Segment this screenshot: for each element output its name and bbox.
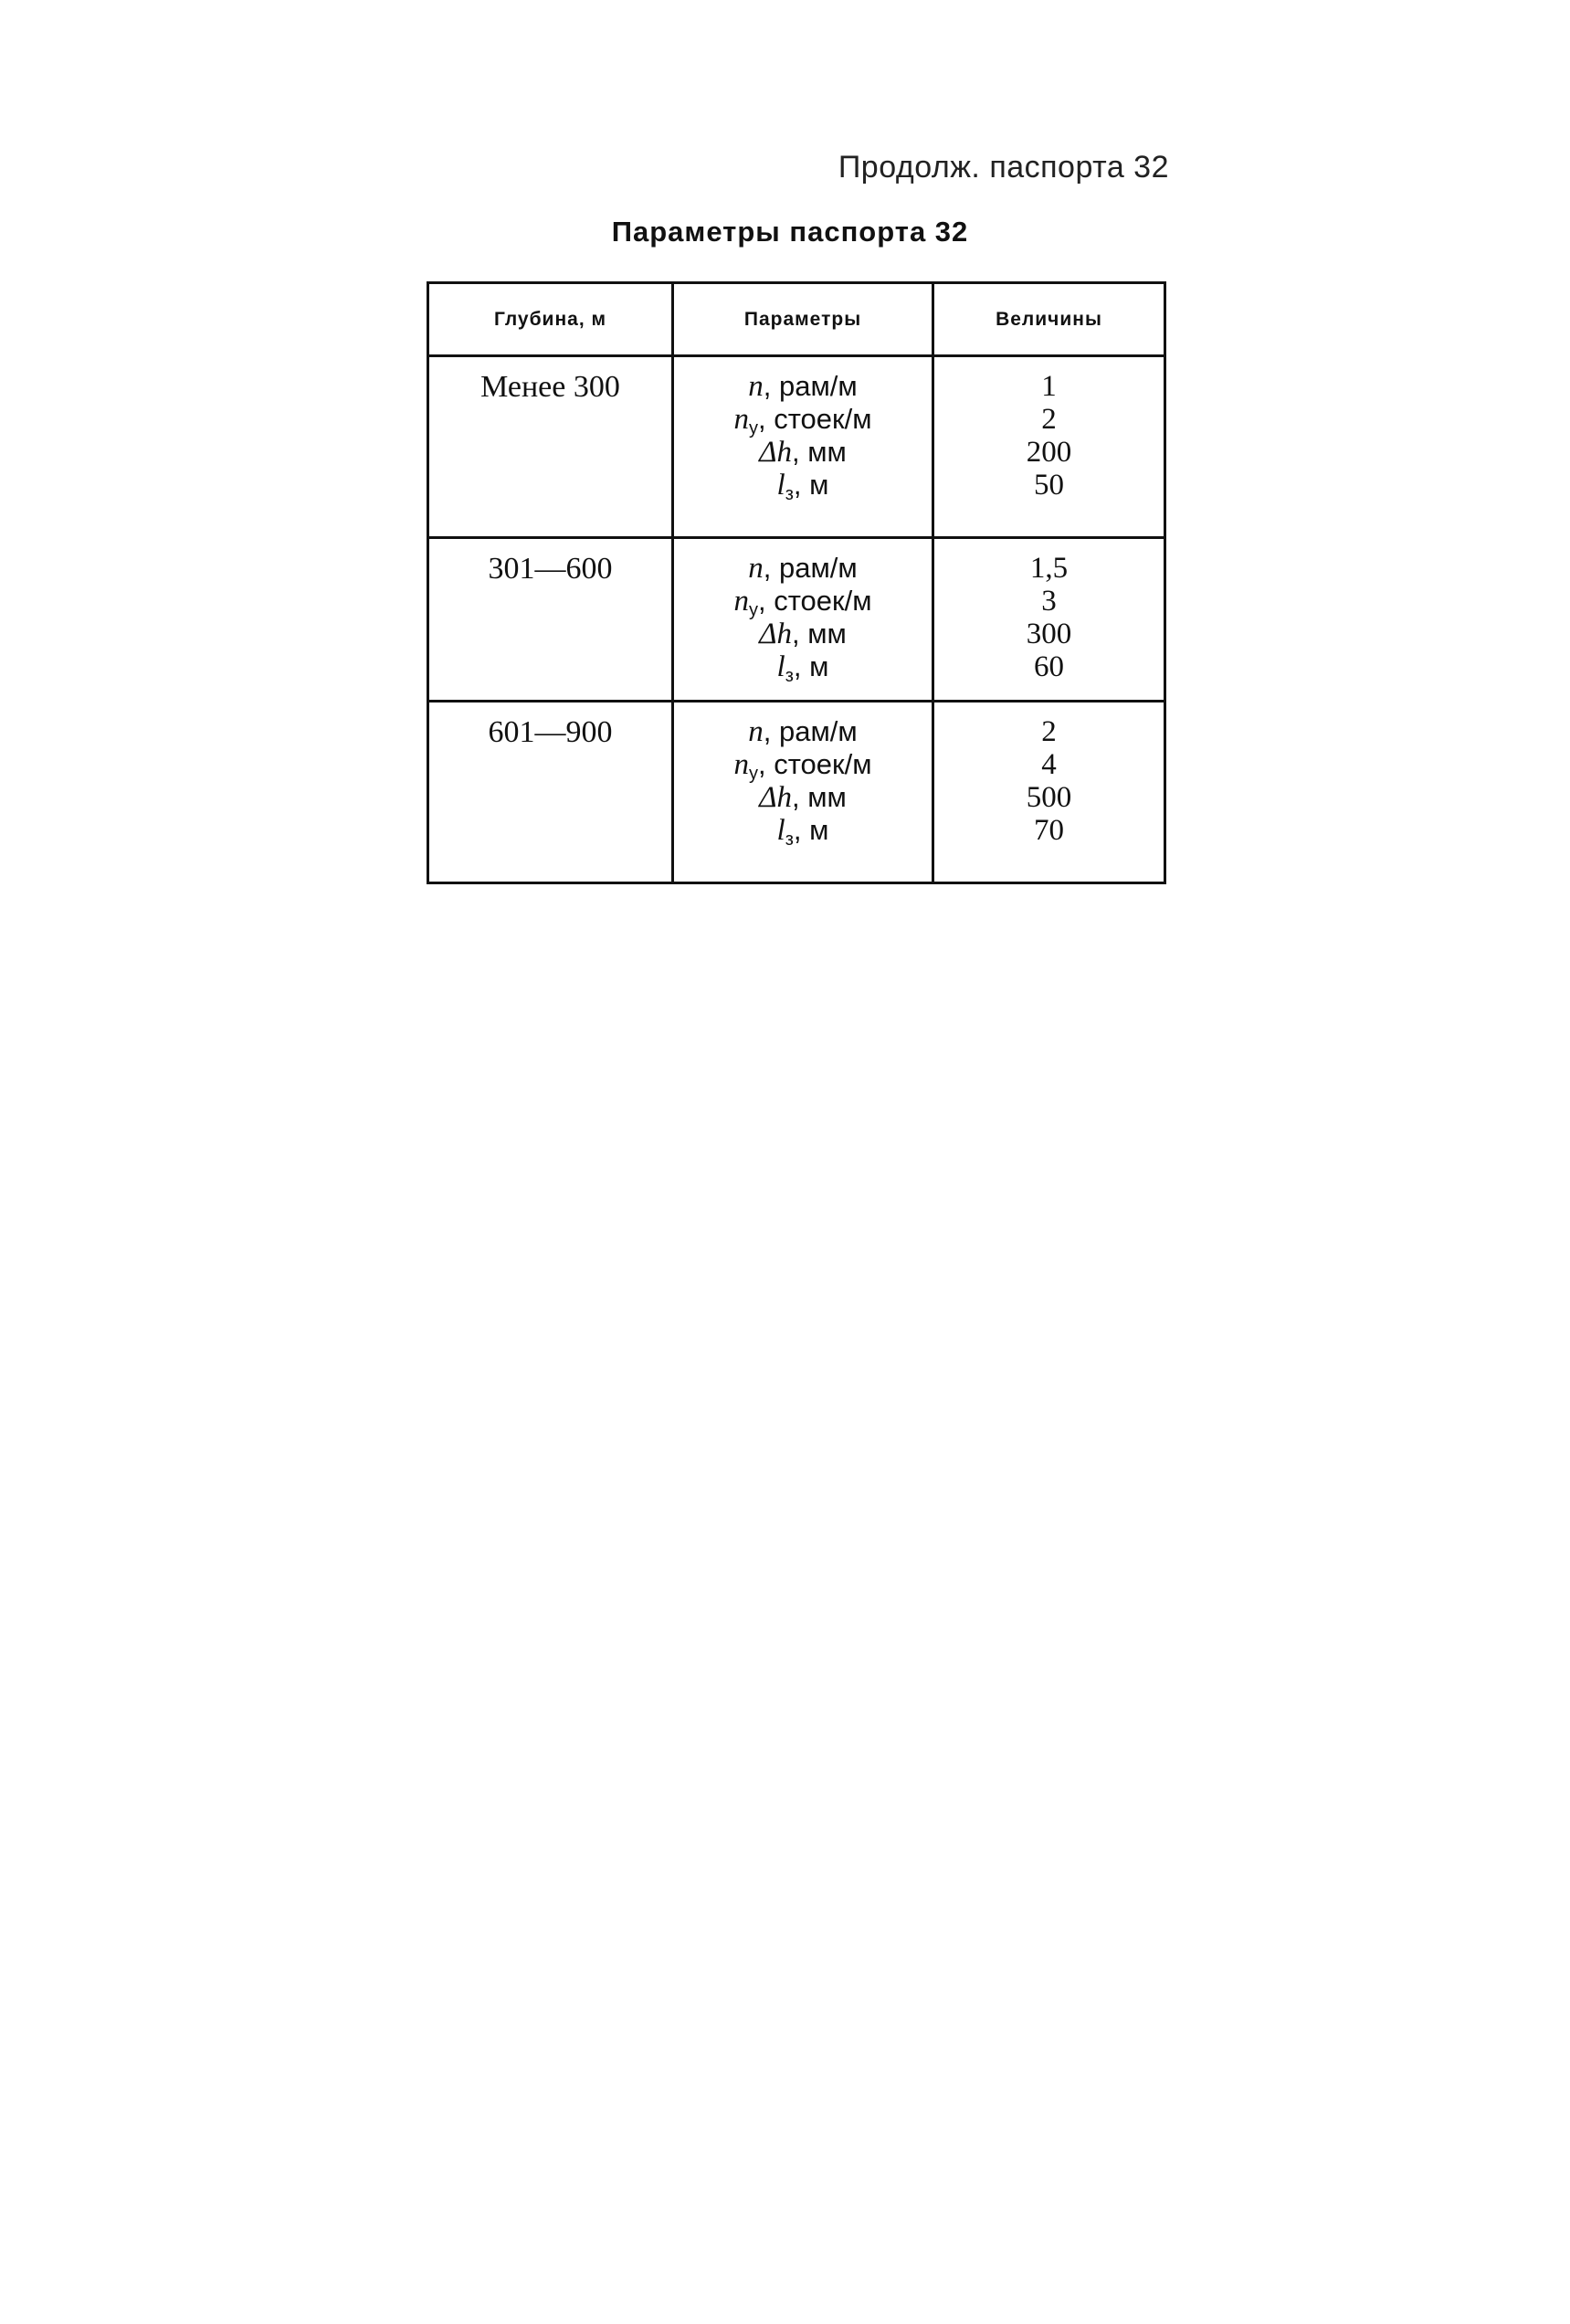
values-cell	[933, 356, 1165, 538]
parameter-label	[674, 370, 932, 403]
table-row	[428, 538, 1165, 702]
parameter-value: 2	[1041, 715, 1057, 748]
parameter-unit: , мм	[792, 781, 847, 813]
parameter-value: 200	[1026, 436, 1072, 469]
parameter-symbol: Δh	[759, 618, 792, 650]
parameter-label	[674, 650, 932, 686]
parameter-subscript: у	[748, 418, 758, 438]
parameter-value: 500	[1026, 781, 1072, 814]
parameter-value: 70	[1034, 814, 1064, 847]
table-header-row	[428, 283, 1165, 356]
parameter-label	[674, 436, 932, 469]
parameter-symbol: n	[733, 403, 749, 436]
table-title: Параметры паспорта 32	[611, 216, 969, 248]
parameters-table	[427, 281, 1166, 884]
depth-range: 301—600	[488, 552, 613, 586]
parameter-unit: , мм	[792, 618, 847, 650]
parameter-subscript: у	[748, 764, 758, 784]
parameter-label	[674, 552, 932, 585]
parameter-value: 300	[1026, 618, 1072, 650]
parameter-unit: , рам/м	[763, 370, 858, 402]
parameter-unit: , стоек/м	[757, 748, 872, 780]
parameter-value: 60	[1034, 650, 1064, 683]
table-row	[428, 702, 1165, 883]
parameters-cell	[673, 356, 933, 538]
parameter-unit: , м	[793, 650, 829, 682]
parameter-symbol: n	[748, 370, 764, 403]
parameter-value: 50	[1034, 469, 1064, 502]
running-head: Продолж. паспорта 32	[838, 150, 1169, 185]
parameter-label	[674, 748, 932, 784]
parameters-cell	[673, 702, 933, 883]
depth-range: Менее 300	[480, 370, 620, 404]
parameter-label	[674, 715, 932, 748]
parameter-unit: , мм	[792, 436, 847, 468]
parameter-unit: , стоек/м	[757, 585, 872, 617]
parameter-unit: , м	[793, 469, 829, 501]
parameter-unit: , рам/м	[763, 552, 858, 584]
parameter-symbol: l	[776, 814, 785, 847]
parameter-symbol: Δh	[759, 436, 792, 469]
depth-cell	[428, 538, 673, 702]
parameter-symbol: Δh	[759, 781, 792, 814]
parameter-subscript: у	[748, 600, 758, 620]
depth-range: 601—900	[488, 715, 613, 749]
parameter-subscript: з	[785, 484, 794, 504]
parameter-symbol: n	[733, 585, 749, 618]
parameter-symbol: n	[748, 715, 764, 748]
parameter-value: 3	[1041, 585, 1057, 618]
depth-cell	[428, 702, 673, 883]
parameter-label	[674, 585, 932, 618]
column-header-depth: Глубина, м	[428, 283, 673, 356]
parameter-unit: , стоек/м	[757, 403, 872, 435]
parameter-value: 1	[1041, 370, 1057, 403]
column-header-values: Величины	[933, 283, 1165, 356]
parameters-cell	[673, 538, 933, 702]
parameter-symbol: n	[748, 552, 764, 585]
values-cell	[933, 538, 1165, 702]
parameter-label	[674, 469, 932, 502]
parameter-subscript: з	[785, 829, 794, 850]
values-cell	[933, 702, 1165, 883]
parameter-value: 4	[1041, 748, 1057, 781]
parameter-subscript: з	[785, 666, 794, 686]
parameter-value: 1,5	[1029, 552, 1069, 585]
parameter-unit: , рам/м	[763, 715, 858, 747]
table-row	[428, 356, 1165, 538]
parameter-label	[674, 781, 932, 814]
parameter-symbol: n	[733, 748, 749, 781]
parameter-label	[674, 814, 932, 850]
parameter-label	[674, 403, 932, 436]
parameter-unit: , м	[793, 814, 829, 846]
parameter-value: 2	[1041, 403, 1057, 436]
column-header-parameters: Параметры	[673, 283, 933, 356]
parameter-symbol: l	[776, 650, 785, 683]
depth-cell	[428, 356, 673, 538]
parameter-label	[674, 618, 932, 650]
parameter-symbol: l	[776, 469, 785, 502]
